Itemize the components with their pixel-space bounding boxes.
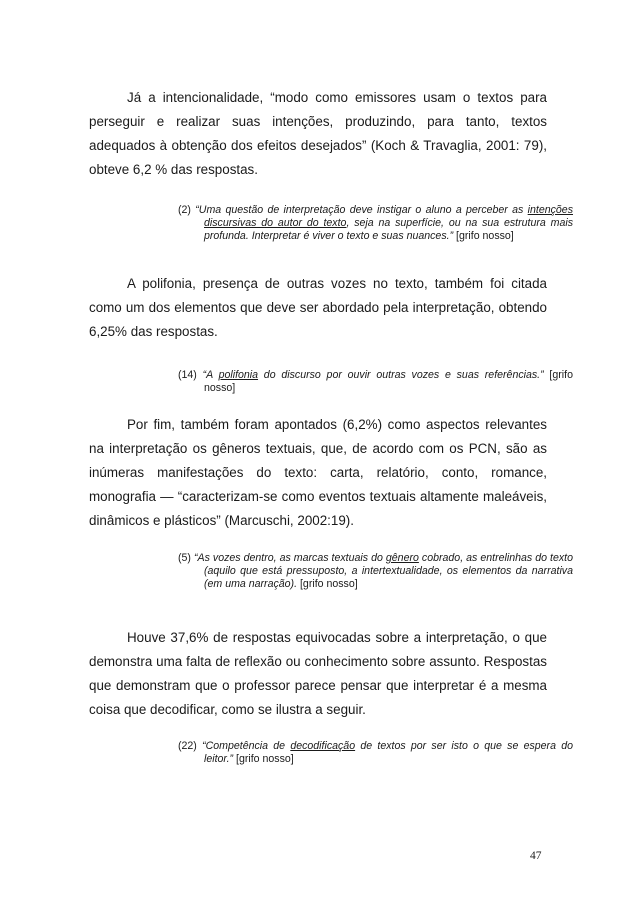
quote-text: “Uma questão de interpretação deve instigar o aluno a perceber as — [195, 204, 528, 216]
grifo-note: [grifo nosso] — [204, 369, 573, 394]
paragraph-equivocadas: Houve 37,6% de respostas equivocadas sobre a interpretação, o que demonstra uma falta de reflexão ou conhecimento sobre assunto. Respostas que demonstram que o professor parece pensar que interpretar é a mesma coisa que decodificar, como se ilustra a seguir. — [89, 630, 547, 717]
quote-text: “As vozes dentro, as marcas textuais do — [193, 552, 386, 564]
quote-text: cobrado, as entrelinhas do texto (aquilo que está pressuposto, a intertextualidade, os elementos da narrativa (em uma narração). — [204, 552, 573, 590]
page-number: 47 — [530, 850, 542, 862]
quote-number: (22) — [178, 740, 197, 752]
quote-number: (5) — [178, 552, 191, 564]
quote-text: de textos por ser isto o que se espera do leitor.” — [204, 740, 573, 765]
quote-text: , seja na superfície, ou na sua estrutura mais profunda. Interpretar é viver o texto e suas nuances.” — [204, 217, 573, 242]
quote-underlined: decodificação — [290, 740, 356, 752]
quote-5 — [178, 552, 573, 591]
quote-underlined: gênero — [385, 552, 419, 564]
quote-14 — [178, 369, 573, 395]
quote-text: “Competência de — [202, 740, 291, 752]
grifo-note: [grifo nosso] — [236, 753, 294, 765]
paragraph-polifonia: A polifonia, presença de outras vozes no texto, também foi citada como um dos elementos que deve ser abordado pela interpretação, obtendo 6,25% das respostas. — [89, 276, 547, 339]
quote-underlined: polifonia — [218, 369, 259, 381]
paragraph-generos: Por fim, também foram apontados (6,2%) como aspectos relevantes na interpretação os gêneros textuais, que, de acordo com os PCN, são as inúmeras manifestações do texto: carta, relatório, conto, romance, monografia — “caracterizam-se como eventos textuais altamente maleáveis, dinâmicos e plásticos” (Marcuschi, 2002:19). — [89, 417, 547, 528]
grifo-note: [grifo nosso] — [456, 230, 514, 242]
quote-2 — [178, 204, 573, 243]
paragraph-intencionalidade: Já a intencionalidade, “modo como emissores usam o textos para perseguir e realizar suas intenções, produzindo, para tanto, textos adequados à obtenção dos efeitos desejados” (Koch & Travaglia, 2001: 79), obteve 6,2 % das respostas. — [89, 90, 547, 177]
grifo-note: [grifo nosso] — [299, 578, 358, 590]
quote-number: (2) — [178, 204, 191, 216]
quote-underlined: intenções discursivas do autor do texto — [204, 204, 573, 229]
quote-22 — [178, 740, 573, 766]
quote-text: “A — [202, 369, 219, 381]
quote-text: do discurso por ouvir outras vozes e suas referências.” — [258, 369, 544, 381]
quote-number: (14) — [178, 369, 197, 381]
